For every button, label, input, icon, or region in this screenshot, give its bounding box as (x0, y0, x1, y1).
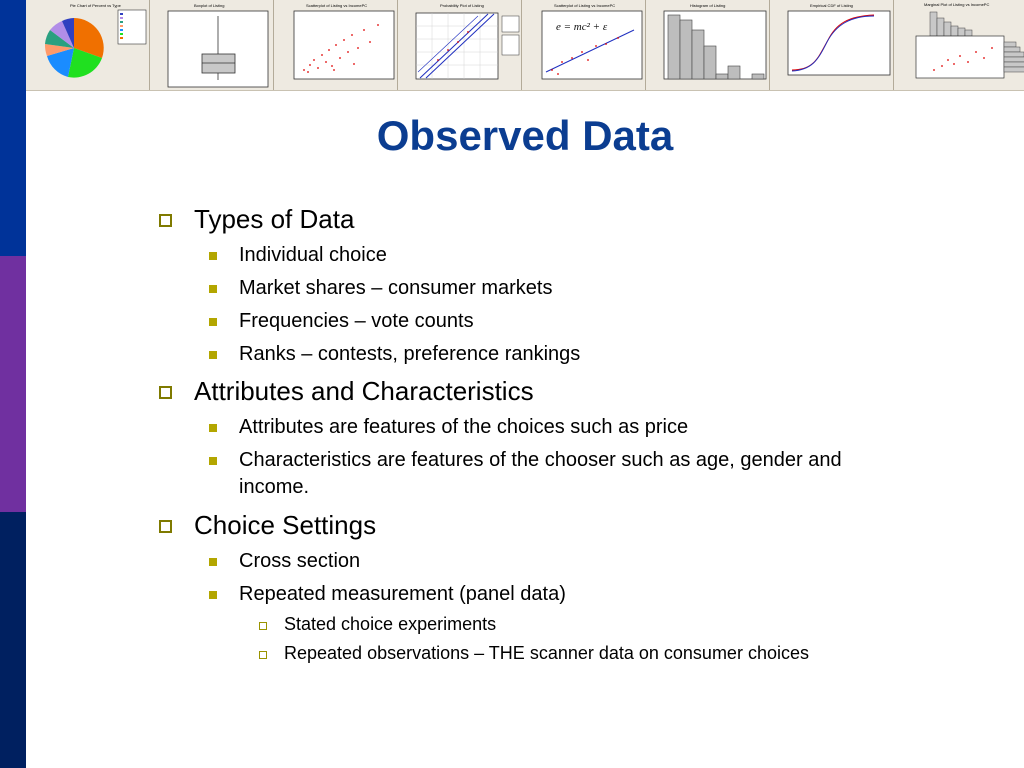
left-band-bottom (0, 512, 26, 768)
bullet-marker-square (209, 424, 217, 432)
bullet-marker-square (209, 558, 217, 566)
thumb-title-boxplot: Boxplot of Listing (194, 3, 225, 8)
thumb-title-pie: Pie Chart of Percent vs Type (70, 3, 121, 8)
bullet-marker-square (209, 318, 217, 326)
thumb-title-probability: Probability Plot of Listing (440, 3, 484, 8)
bullet-marker-small-hollow-square (259, 622, 267, 630)
thumb-title-marginal: Marginal Plot of Listing vs IncomePC (924, 2, 990, 7)
boxplot-thumbnail (150, 0, 274, 90)
sub-bullet-attributes: Attributes are features of the choices such as price (239, 416, 689, 438)
marginal-plot-thumbnail (894, 0, 1024, 90)
bullet-marker-square (209, 285, 217, 293)
sub-bullet-frequencies: Frequencies – vote counts (239, 310, 474, 332)
bullet-marker-square (209, 252, 217, 260)
scatterplot-thumbnail (274, 0, 398, 90)
bullet-marker-square (209, 351, 217, 359)
bullet-attributes-characteristics: Attributes and Characteristics (194, 376, 534, 406)
bullet-marker-square (209, 591, 217, 599)
bullet-marker-hollow-square (159, 386, 172, 399)
formula-text: e = mc² + ε (556, 21, 608, 33)
bullet-marker-hollow-square (159, 214, 172, 227)
bullet-choice-settings: Choice Settings (194, 510, 377, 540)
sub-bullet-cross-section: Cross section (239, 550, 361, 572)
bullet-marker-small-hollow-square (259, 651, 267, 659)
left-band-middle (0, 256, 26, 512)
sub-bullet-characteristics: Characteristics are features of the chooser such as age, gender and (239, 449, 842, 471)
probability-plot-thumbnail (398, 0, 522, 90)
slide-title: Observed Data (376, 112, 674, 159)
sub-bullet-individual-choice: Individual choice (239, 244, 387, 266)
chart-thumbnail-strip (26, 0, 1024, 91)
sub-bullet-ranks: Ranks – contests, preference rankings (239, 343, 581, 365)
sub-bullet-characteristics-continued: income. (239, 476, 310, 498)
bullet-marker-hollow-square (159, 520, 172, 533)
bullet-marker-square (209, 457, 217, 465)
thumb-title-regression: Scatterplot of Listing vs IncomePC (554, 3, 616, 8)
regression-plot-thumbnail (522, 0, 646, 90)
sub-bullet-repeated-measurement: Repeated measurement (panel data) (239, 583, 566, 605)
bullet-types-of-data: Types of Data (194, 204, 355, 234)
thumb-title-histogram: Histogram of Listing (690, 3, 726, 8)
thumb-title-scatter: Scatterplot of Listing vs IncomePC (306, 3, 368, 8)
sub-bullet-market-shares: Market shares – consumer markets (239, 277, 553, 299)
thumb-title-ecdf: Empirical CDF of Listing (810, 3, 853, 8)
empirical-cdf-thumbnail (770, 0, 894, 90)
histogram-thumbnail (646, 0, 770, 90)
pie-chart-thumbnail (26, 0, 150, 90)
sub-sub-bullet-scanner-data: Repeated observations – THE scanner data on consumer choices (284, 643, 809, 663)
sub-sub-bullet-stated-choice: Stated choice experiments (284, 614, 497, 634)
